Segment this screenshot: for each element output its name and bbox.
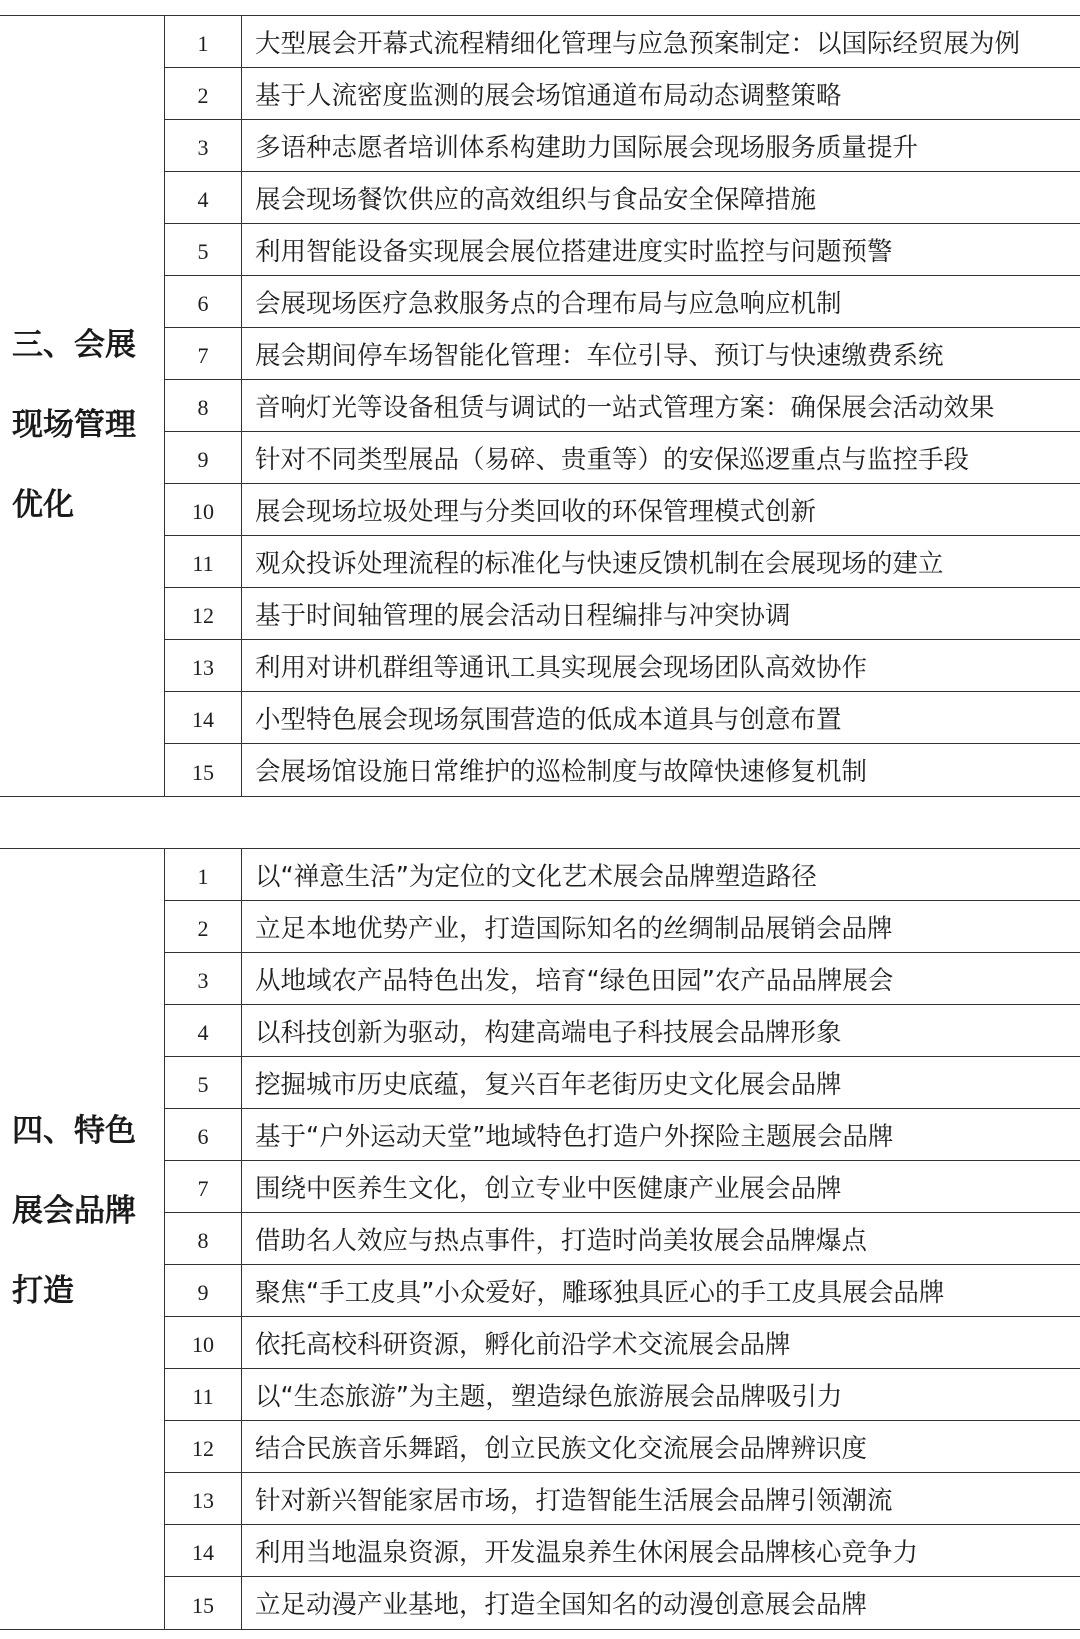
row-number: 5 bbox=[165, 224, 242, 275]
table-row bbox=[165, 1109, 1080, 1161]
topic-text: 立足动漫产业基地，打造全国知名的动漫创意展会品牌 bbox=[255, 1590, 868, 1620]
section-table-1 bbox=[0, 15, 1080, 797]
table-row bbox=[165, 224, 1080, 276]
topic-text: 针对新兴智能家居市场，打造智能生活展会品牌引领潮流 bbox=[255, 1485, 893, 1516]
topic-text: 挖掘城市历史底蕴，复兴百年老街历史文化展会品牌 bbox=[255, 1069, 842, 1100]
topic-text: 以“禅意生活”为定位的文化艺术展会品牌塑造路径 bbox=[255, 861, 817, 892]
table-row bbox=[165, 744, 1080, 796]
row-number: 1 bbox=[165, 849, 242, 900]
row-number: 5 bbox=[165, 1057, 242, 1108]
row-number: 8 bbox=[165, 1213, 242, 1264]
topic-text: 基于“户外运动天堂”地域特色打造户外探险主题展会品牌 bbox=[255, 1121, 894, 1152]
topic-text: 展会期间停车场智能化管理：车位引导、预订与快速缴费系统 bbox=[255, 340, 944, 371]
row-number: 3 bbox=[165, 953, 242, 1004]
topic-text: 针对不同类型展品（易碎、贵重等）的安保巡逻重点与监控手段 bbox=[255, 444, 970, 475]
row-number: 9 bbox=[165, 432, 242, 483]
row-number: 6 bbox=[165, 1109, 242, 1160]
topic-list bbox=[165, 16, 1080, 796]
topic-text: 会展现场医疗急救服务点的合理布局与应急响应机制 bbox=[255, 288, 842, 319]
topic-text: 大型展会开幕式流程精细化管理与应急预案制定：以国际经贸展为例 bbox=[255, 28, 1021, 59]
table-row bbox=[165, 172, 1080, 224]
topic-text: 利用智能设备实现展会展位搭建进度实时监控与问题预警 bbox=[255, 236, 893, 267]
topic-text: 利用当地温泉资源，开发温泉养生休闲展会品牌核心竞争力 bbox=[255, 1537, 919, 1568]
row-number: 7 bbox=[165, 328, 242, 379]
row-number: 2 bbox=[165, 901, 242, 952]
table-row bbox=[165, 120, 1080, 172]
table-row bbox=[165, 588, 1080, 640]
topic-text: 借助名人效应与热点事件，打造时尚美妆展会品牌爆点 bbox=[255, 1225, 868, 1256]
row-number: 10 bbox=[165, 1317, 242, 1368]
topic-text: 利用对讲机群组等通讯工具实现展会现场团队高效协作 bbox=[255, 652, 868, 683]
topic-text: 聚焦“手工皮具”小众爱好，雕琢独具匠心的手工皮具展会品牌 bbox=[255, 1277, 945, 1308]
row-number: 13 bbox=[165, 640, 242, 691]
table-row bbox=[165, 1265, 1080, 1317]
topic-text: 会展场馆设施日常维护的巡检制度与故障快速修复机制 bbox=[255, 757, 868, 787]
table-row bbox=[165, 380, 1080, 432]
table-row bbox=[165, 484, 1080, 536]
table-row bbox=[165, 276, 1080, 328]
row-number: 9 bbox=[165, 1265, 242, 1316]
topic-text: 展会现场垃圾处理与分类回收的环保管理模式创新 bbox=[255, 496, 817, 527]
row-number: 10 bbox=[165, 484, 242, 535]
topic-text: 音响灯光等设备租赁与调试的一站式管理方案：确保展会活动效果 bbox=[255, 392, 995, 423]
row-number: 15 bbox=[165, 1577, 242, 1629]
topic-text: 从地域农产品特色出发，培育“绿色田园”农产品品牌展会 bbox=[255, 965, 894, 996]
topic-text: 展会现场餐饮供应的高效组织与食品安全保障措施 bbox=[255, 184, 817, 215]
table-row bbox=[165, 1213, 1080, 1265]
topic-text: 观众投诉处理流程的标准化与快速反馈机制在会展现场的建立 bbox=[255, 548, 944, 579]
table-row bbox=[165, 68, 1080, 120]
table-row bbox=[165, 1005, 1080, 1057]
row-number: 4 bbox=[165, 172, 242, 223]
row-number: 11 bbox=[165, 536, 242, 587]
section-title-cell bbox=[0, 16, 165, 796]
section-title-line: 现场管理 bbox=[12, 407, 136, 443]
row-number: 6 bbox=[165, 276, 242, 327]
table-row bbox=[165, 640, 1080, 692]
table-row bbox=[165, 1473, 1080, 1525]
row-number: 13 bbox=[165, 1473, 242, 1524]
row-number: 12 bbox=[165, 588, 242, 639]
section-title-line: 三、会展 bbox=[12, 327, 136, 363]
row-number: 11 bbox=[165, 1369, 242, 1420]
topic-text: 以科技创新为驱动，构建高端电子科技展会品牌形象 bbox=[255, 1017, 842, 1048]
topic-list bbox=[165, 849, 1080, 1629]
section-title-cell bbox=[0, 849, 165, 1629]
row-number: 2 bbox=[165, 68, 242, 119]
row-number: 14 bbox=[165, 692, 242, 743]
topic-text: 多语种志愿者培训体系构建助力国际展会现场服务质量提升 bbox=[255, 132, 919, 163]
row-number: 3 bbox=[165, 120, 242, 171]
topic-text: 依托高校科研资源，孵化前沿学术交流展会品牌 bbox=[255, 1329, 791, 1360]
section-title-line: 四、特色 bbox=[12, 1113, 136, 1149]
section-title-line: 打造 bbox=[12, 1273, 74, 1309]
table-row bbox=[165, 1369, 1080, 1421]
topic-text: 以“生态旅游”为主题，塑造绿色旅游展会品牌吸引力 bbox=[255, 1381, 843, 1412]
topic-text: 结合民族音乐舞蹈，创立民族文化交流展会品牌辨识度 bbox=[255, 1433, 868, 1464]
table-row bbox=[165, 1577, 1080, 1629]
section-title-line: 优化 bbox=[12, 487, 74, 523]
table-row bbox=[165, 1421, 1080, 1473]
section-title bbox=[12, 305, 164, 545]
table-row bbox=[165, 432, 1080, 484]
row-number: 12 bbox=[165, 1421, 242, 1472]
row-number: 15 bbox=[165, 744, 242, 796]
topic-text: 围绕中医养生文化，创立专业中医健康产业展会品牌 bbox=[255, 1173, 842, 1204]
section-title bbox=[12, 1091, 164, 1331]
row-number: 7 bbox=[165, 1161, 242, 1212]
row-number: 1 bbox=[165, 16, 242, 67]
table-row bbox=[165, 1057, 1080, 1109]
section-title-line: 展会品牌 bbox=[12, 1193, 136, 1229]
table-row bbox=[165, 953, 1080, 1005]
table-row bbox=[165, 536, 1080, 588]
section-table-2 bbox=[0, 848, 1080, 1630]
table-row bbox=[165, 849, 1080, 901]
topic-text: 基于时间轴管理的展会活动日程编排与冲突协调 bbox=[255, 600, 791, 631]
table-row bbox=[165, 692, 1080, 744]
row-number: 8 bbox=[165, 380, 242, 431]
row-number: 4 bbox=[165, 1005, 242, 1056]
table-row bbox=[165, 1317, 1080, 1369]
topic-text: 立足本地优势产业，打造国际知名的丝绸制品展销会品牌 bbox=[255, 913, 893, 944]
topic-text: 小型特色展会现场氛围营造的低成本道具与创意布置 bbox=[255, 704, 842, 735]
table-row bbox=[165, 901, 1080, 953]
table-row bbox=[165, 16, 1080, 68]
row-number: 14 bbox=[165, 1525, 242, 1576]
table-row bbox=[165, 1161, 1080, 1213]
table-row bbox=[165, 1525, 1080, 1577]
table-row bbox=[165, 328, 1080, 380]
topic-text: 基于人流密度监测的展会场馆通道布局动态调整策略 bbox=[255, 80, 842, 111]
